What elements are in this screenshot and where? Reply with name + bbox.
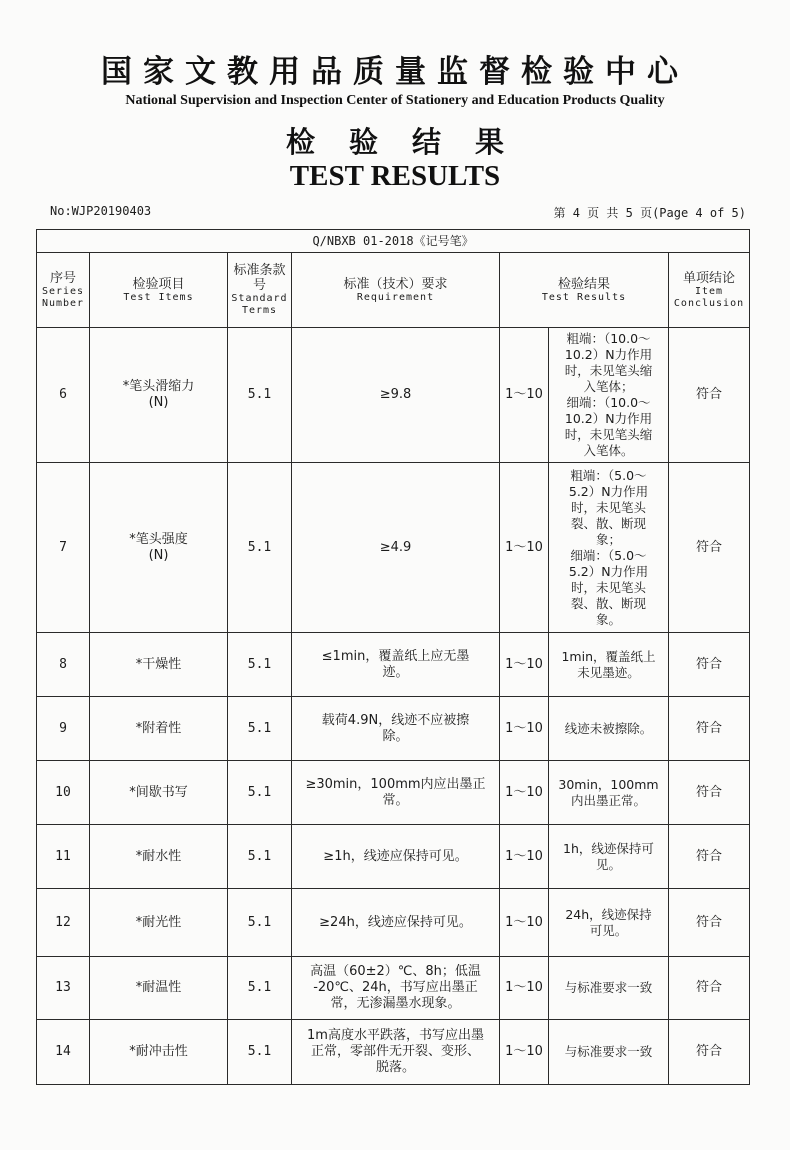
- test-item-cell: *耐冲击性: [90, 1020, 228, 1085]
- table-row: [37, 463, 750, 633]
- test-result-cell: 线迹未被擦除。: [549, 697, 669, 761]
- test-result-cell: 1min，覆盖纸上 未见墨迹。: [549, 633, 669, 697]
- conclusion-cell: 符合: [669, 463, 750, 633]
- col-label-en: Item Conclusion: [673, 285, 745, 309]
- sample-range-cell: 1～10: [500, 463, 549, 633]
- col-label-en: Test Results: [541, 291, 627, 303]
- report-number: No:WJP20190403: [50, 204, 152, 218]
- conclusion-cell: 符合: [669, 633, 750, 697]
- test-result-cell: 1h，线迹保持可 见。: [549, 825, 669, 889]
- test-item-cell: *笔头滑缩力 (N): [90, 328, 228, 463]
- sample-range-cell: 1～10: [500, 761, 549, 825]
- standard-clause-cell: 5.1: [228, 633, 292, 697]
- page-title-cn: 检验结果: [285, 125, 538, 159]
- test-item-cell: *耐温性: [90, 957, 228, 1020]
- standard-clause-cell: 5.1: [228, 825, 292, 889]
- sample-range-cell: 1～10: [500, 697, 549, 761]
- conclusion-cell: 符合: [669, 697, 750, 761]
- series-number-cell: 6: [37, 328, 90, 463]
- standard-clause-cell: 5.1: [228, 463, 292, 633]
- test-item-cell: *耐水性: [90, 825, 228, 889]
- requirement-cell: ≥1h，线迹应保持可见。: [292, 825, 500, 889]
- conclusion-cell: 符合: [669, 889, 750, 957]
- col-standard-terms: [228, 253, 292, 328]
- requirement-cell: 1m高度水平跌落，书写应出墨 正常，零部件无开裂、变形、 脱落。: [292, 1020, 500, 1085]
- conclusion-cell: 符合: [669, 761, 750, 825]
- requirement-cell: ≥30min，100mm内应出墨正 常。: [292, 761, 500, 825]
- standard-clause-cell: 5.1: [228, 1020, 292, 1085]
- org-name-cn: 国家文教用品质量监督检验中心: [101, 54, 689, 90]
- col-label-cn: 标准条款号: [233, 263, 286, 293]
- standard-clause-cell: 5.1: [228, 328, 292, 463]
- col-label-cn: 检验项目: [132, 276, 185, 292]
- series-number-cell: 9: [37, 697, 90, 761]
- test-item-cell: *附着性: [90, 697, 228, 761]
- table-row: [37, 761, 750, 825]
- table-row: [37, 825, 750, 889]
- sample-range-cell: 1～10: [500, 957, 549, 1020]
- series-number-cell: 8: [37, 633, 90, 697]
- table-header: [37, 253, 750, 328]
- col-label-cn: 序号: [49, 270, 76, 286]
- table-row: [37, 889, 750, 957]
- col-label-cn: 检验结果: [557, 276, 610, 292]
- page-indicator: 第 4 页 共 5 页(Page 4 of 5): [553, 206, 746, 220]
- table-row: [37, 328, 750, 463]
- standard-clause-cell: 5.1: [228, 889, 292, 957]
- sample-range-cell: 1～10: [500, 633, 549, 697]
- requirement-cell: ≥4.9: [292, 463, 500, 633]
- col-series-number: [37, 253, 90, 328]
- test-result-cell: 与标准要求一致: [549, 957, 669, 1020]
- requirement-cell: ≥24h，线迹应保持可见。: [292, 889, 500, 957]
- table-row: [37, 957, 750, 1020]
- table-row: [37, 633, 750, 697]
- test-result-cell: 24h，线迹保持 可见。: [549, 889, 669, 957]
- test-result-cell: 粗端：（5.0～ 5.2）N力作用 时，未见笔头 裂、散、断现 象； 细端：（5.0～ 5.2）N力作用 时，未见笔头 裂、散、断现 象。: [549, 463, 669, 633]
- org-name-en: National Supervision and Inspection Center of Stationery and Education Products Quality: [125, 93, 665, 108]
- table-row: [37, 1020, 750, 1085]
- col-label-en: Standard Terms: [231, 293, 288, 316]
- sample-range-cell: 1～10: [500, 825, 549, 889]
- col-label-cn: 标准（技术）要求: [343, 276, 448, 292]
- requirement-cell: ≥9.8: [292, 328, 500, 463]
- test-item-cell: *笔头强度 (N): [90, 463, 228, 633]
- test-result-cell: 与标准要求一致: [549, 1020, 669, 1085]
- standard-clause-cell: 5.1: [228, 761, 292, 825]
- conclusion-cell: 符合: [669, 328, 750, 463]
- conclusion-cell: 符合: [669, 1020, 750, 1085]
- series-number-cell: 12: [37, 889, 90, 957]
- col-test-results: [500, 253, 669, 328]
- conclusion-cell: 符合: [669, 957, 750, 1020]
- series-number-cell: 14: [37, 1020, 90, 1085]
- series-number-cell: 11: [37, 825, 90, 889]
- col-label-cn: 单项结论: [683, 270, 736, 286]
- series-number-cell: 10: [37, 761, 90, 825]
- requirement-cell: 高温（60±2）℃、8h；低温 -20℃、24h，书写应出墨正 常，无渗漏墨水现象。: [292, 957, 500, 1020]
- col-label-en: Requirement: [356, 291, 435, 303]
- sample-range-cell: 1～10: [500, 889, 549, 957]
- table-row: [37, 697, 750, 761]
- sample-range-cell: 1～10: [500, 1020, 549, 1085]
- standard-clause-cell: 5.1: [228, 697, 292, 761]
- series-number-cell: 7: [37, 463, 90, 633]
- standard-clause-cell: 5.1: [228, 957, 292, 1020]
- requirement-cell: ≤1min，覆盖纸上应无墨 迹。: [292, 633, 500, 697]
- test-result-cell: 30min，100mm 内出墨正常。: [549, 761, 669, 825]
- standard-name: Q/NBXB 01-2018《记号笔》: [37, 230, 750, 253]
- standard-row: [37, 230, 750, 253]
- col-label-en: Series Number: [41, 285, 85, 309]
- col-test-items: [90, 253, 228, 328]
- page-title-en: TEST RESULTS: [289, 160, 501, 192]
- test-item-cell: *干燥性: [90, 633, 228, 697]
- col-item-conclusion: [669, 253, 750, 328]
- requirement-cell: 载荷4.9N，线迹不应被擦 除。: [292, 697, 500, 761]
- test-item-cell: *间歇书写: [90, 761, 228, 825]
- conclusion-cell: 符合: [669, 825, 750, 889]
- series-number-cell: 13: [37, 957, 90, 1020]
- test-item-cell: *耐光性: [90, 889, 228, 957]
- sample-range-cell: 1～10: [500, 328, 549, 463]
- col-requirement: [292, 253, 500, 328]
- results-table: [36, 229, 750, 1085]
- test-result-cell: 粗端：（10.0～ 10.2）N力作用 时，未见笔头缩 入笔体； 细端：（10.0～ 10.2）N力作用 时，未见笔头缩 入笔体。: [549, 328, 669, 463]
- col-label-en: Test Items: [123, 291, 194, 303]
